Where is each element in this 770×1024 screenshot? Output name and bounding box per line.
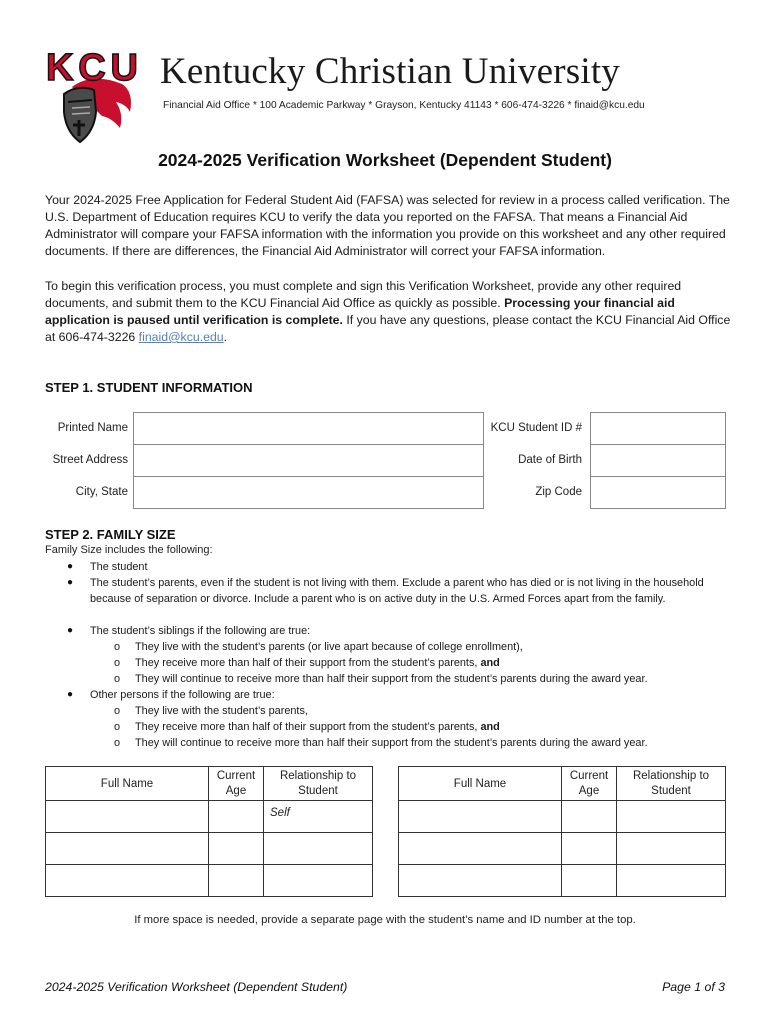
step1-heading: STEP 1. STUDENT INFORMATION — [45, 380, 253, 395]
col-full-name: Full Name — [46, 767, 209, 801]
document-title: 2024-2025 Verification Worksheet (Dependent Student) — [158, 150, 612, 170]
sub-bullet-icon: o — [114, 705, 121, 717]
student-id-label: KCU Student ID # — [490, 422, 582, 434]
street-address-label: Street Address — [52, 454, 128, 466]
name-cell[interactable] — [399, 801, 562, 833]
sub-bullet-icon: o — [114, 657, 121, 669]
zip-field[interactable] — [590, 476, 726, 509]
bullet-icon: ● — [67, 561, 74, 572]
bullet-siblings: The student’s siblings if the following are true: — [90, 625, 311, 637]
sub-bullet-icon: o — [114, 721, 121, 733]
zip-label: Zip Code — [535, 486, 582, 498]
name-cell[interactable] — [46, 865, 209, 897]
age-cell[interactable] — [209, 865, 264, 897]
footer-title: 2024-2025 Verification Worksheet (Dependent Student) — [45, 980, 348, 994]
intro-paragraph-1: Your 2024-2025 Free Application for Federal Student Aid (FAFSA) was selected for review in a process called verification. The U.S. Department of Education requires KCU to verify the data you reported on the FAFSA. That means a Financial Aid Administrator will compare your FAFSA information with the information you provide on this worksheet and any other required documents. If there are differences, the Financial Aid Administrator will correct your FAFSA information. — [45, 193, 730, 258]
printed-name-field[interactable] — [133, 412, 484, 445]
bullet-student: The student — [90, 561, 148, 573]
bullet-other-persons: Other persons if the following are true: — [90, 689, 275, 701]
dob-field[interactable] — [590, 444, 726, 477]
bullet-icon: ● — [67, 577, 74, 588]
name-cell[interactable] — [46, 833, 209, 865]
family-table-right — [398, 766, 726, 897]
col-current-age: Current Age — [562, 767, 617, 801]
relationship-cell[interactable] — [617, 865, 726, 897]
kcu-knight-logo — [42, 32, 140, 144]
relationship-cell[interactable] — [617, 801, 726, 833]
bullet-icon: ● — [67, 625, 74, 636]
contact-line: Financial Aid Office * 100 Academic Parkway * Grayson, Kentucky 41143 * 606-474-3226 * finaid@kcu.edu — [163, 100, 645, 111]
step2-heading: STEP 2. FAMILY SIZE — [45, 527, 176, 542]
intro-paragraph-2: To begin this verification process, you must complete and sign this Verification Worksheet, provide any other required documents, and submit them to the KCU Financial Aid Office as quickly as possible. Processing your financial aid application is paused until verification is complete. If you have any questions, please contact the KCU Financial Aid Office at 606-474-3226 finaid@kcu.edu. — [45, 279, 731, 344]
col-relationship: Relationship to Student — [617, 767, 726, 801]
col-full-name: Full Name — [399, 767, 562, 801]
city-state-field[interactable] — [133, 476, 484, 509]
printed-name-label: Printed Name — [57, 422, 128, 434]
others-condition-1: They live with the student’s parents, — [135, 705, 308, 717]
age-cell[interactable] — [562, 833, 617, 865]
sub-bullet-icon: o — [114, 737, 121, 749]
family-table-left — [45, 766, 373, 897]
others-condition-2: They receive more than half of their support from the student’s parents, and — [135, 721, 500, 733]
col-current-age: Current Age — [209, 767, 264, 801]
relationship-cell[interactable] — [264, 865, 373, 897]
age-cell[interactable] — [562, 865, 617, 897]
city-state-label: City, State — [75, 486, 128, 498]
age-cell[interactable] — [209, 833, 264, 865]
street-address-field[interactable] — [133, 444, 484, 477]
bullet-icon: ● — [67, 689, 74, 700]
siblings-condition-2: They receive more than half of their support from the student’s parents, and — [135, 657, 500, 669]
siblings-condition-3: They will continue to receive more than half their support from the student’s parents during the award year. — [135, 673, 648, 685]
age-cell[interactable] — [209, 801, 264, 833]
more-space-note: If more space is needed, provide a separate page with the student’s name and ID number at the top. — [134, 914, 636, 926]
name-cell[interactable] — [399, 865, 562, 897]
sub-bullet-icon: o — [114, 673, 121, 685]
siblings-condition-1: They live with the student’s parents (or live apart because of college enrollment), — [135, 641, 523, 653]
age-cell[interactable] — [562, 801, 617, 833]
email-link[interactable]: finaid@kcu.edu — [138, 330, 224, 344]
university-name: Kentucky Christian University — [160, 51, 621, 92]
dob-label: Date of Birth — [518, 454, 582, 466]
page-number: Page 1 of 3 — [662, 980, 725, 994]
student-id-field[interactable] — [590, 412, 726, 445]
relationship-self-cell: Self — [264, 801, 373, 833]
family-size-intro: Family Size includes the following: — [45, 544, 213, 556]
name-cell[interactable] — [46, 801, 209, 833]
relationship-cell[interactable] — [264, 833, 373, 865]
svg-text:KCU: KCU — [46, 47, 138, 89]
name-cell[interactable] — [399, 833, 562, 865]
sub-bullet-icon: o — [114, 641, 121, 653]
col-relationship: Relationship to Student — [264, 767, 373, 801]
others-condition-3: They will continue to receive more than half their support from the student’s parents during the award year. — [135, 737, 648, 749]
relationship-cell[interactable] — [617, 833, 726, 865]
bullet-parents: The student’s parents, even if the student is not living with them. Exclude a parent who has died or is not living in the household because of separation or divorce. Include a parent who is on active duty in the U.S. Armed Forces apart from the family. — [90, 577, 704, 605]
